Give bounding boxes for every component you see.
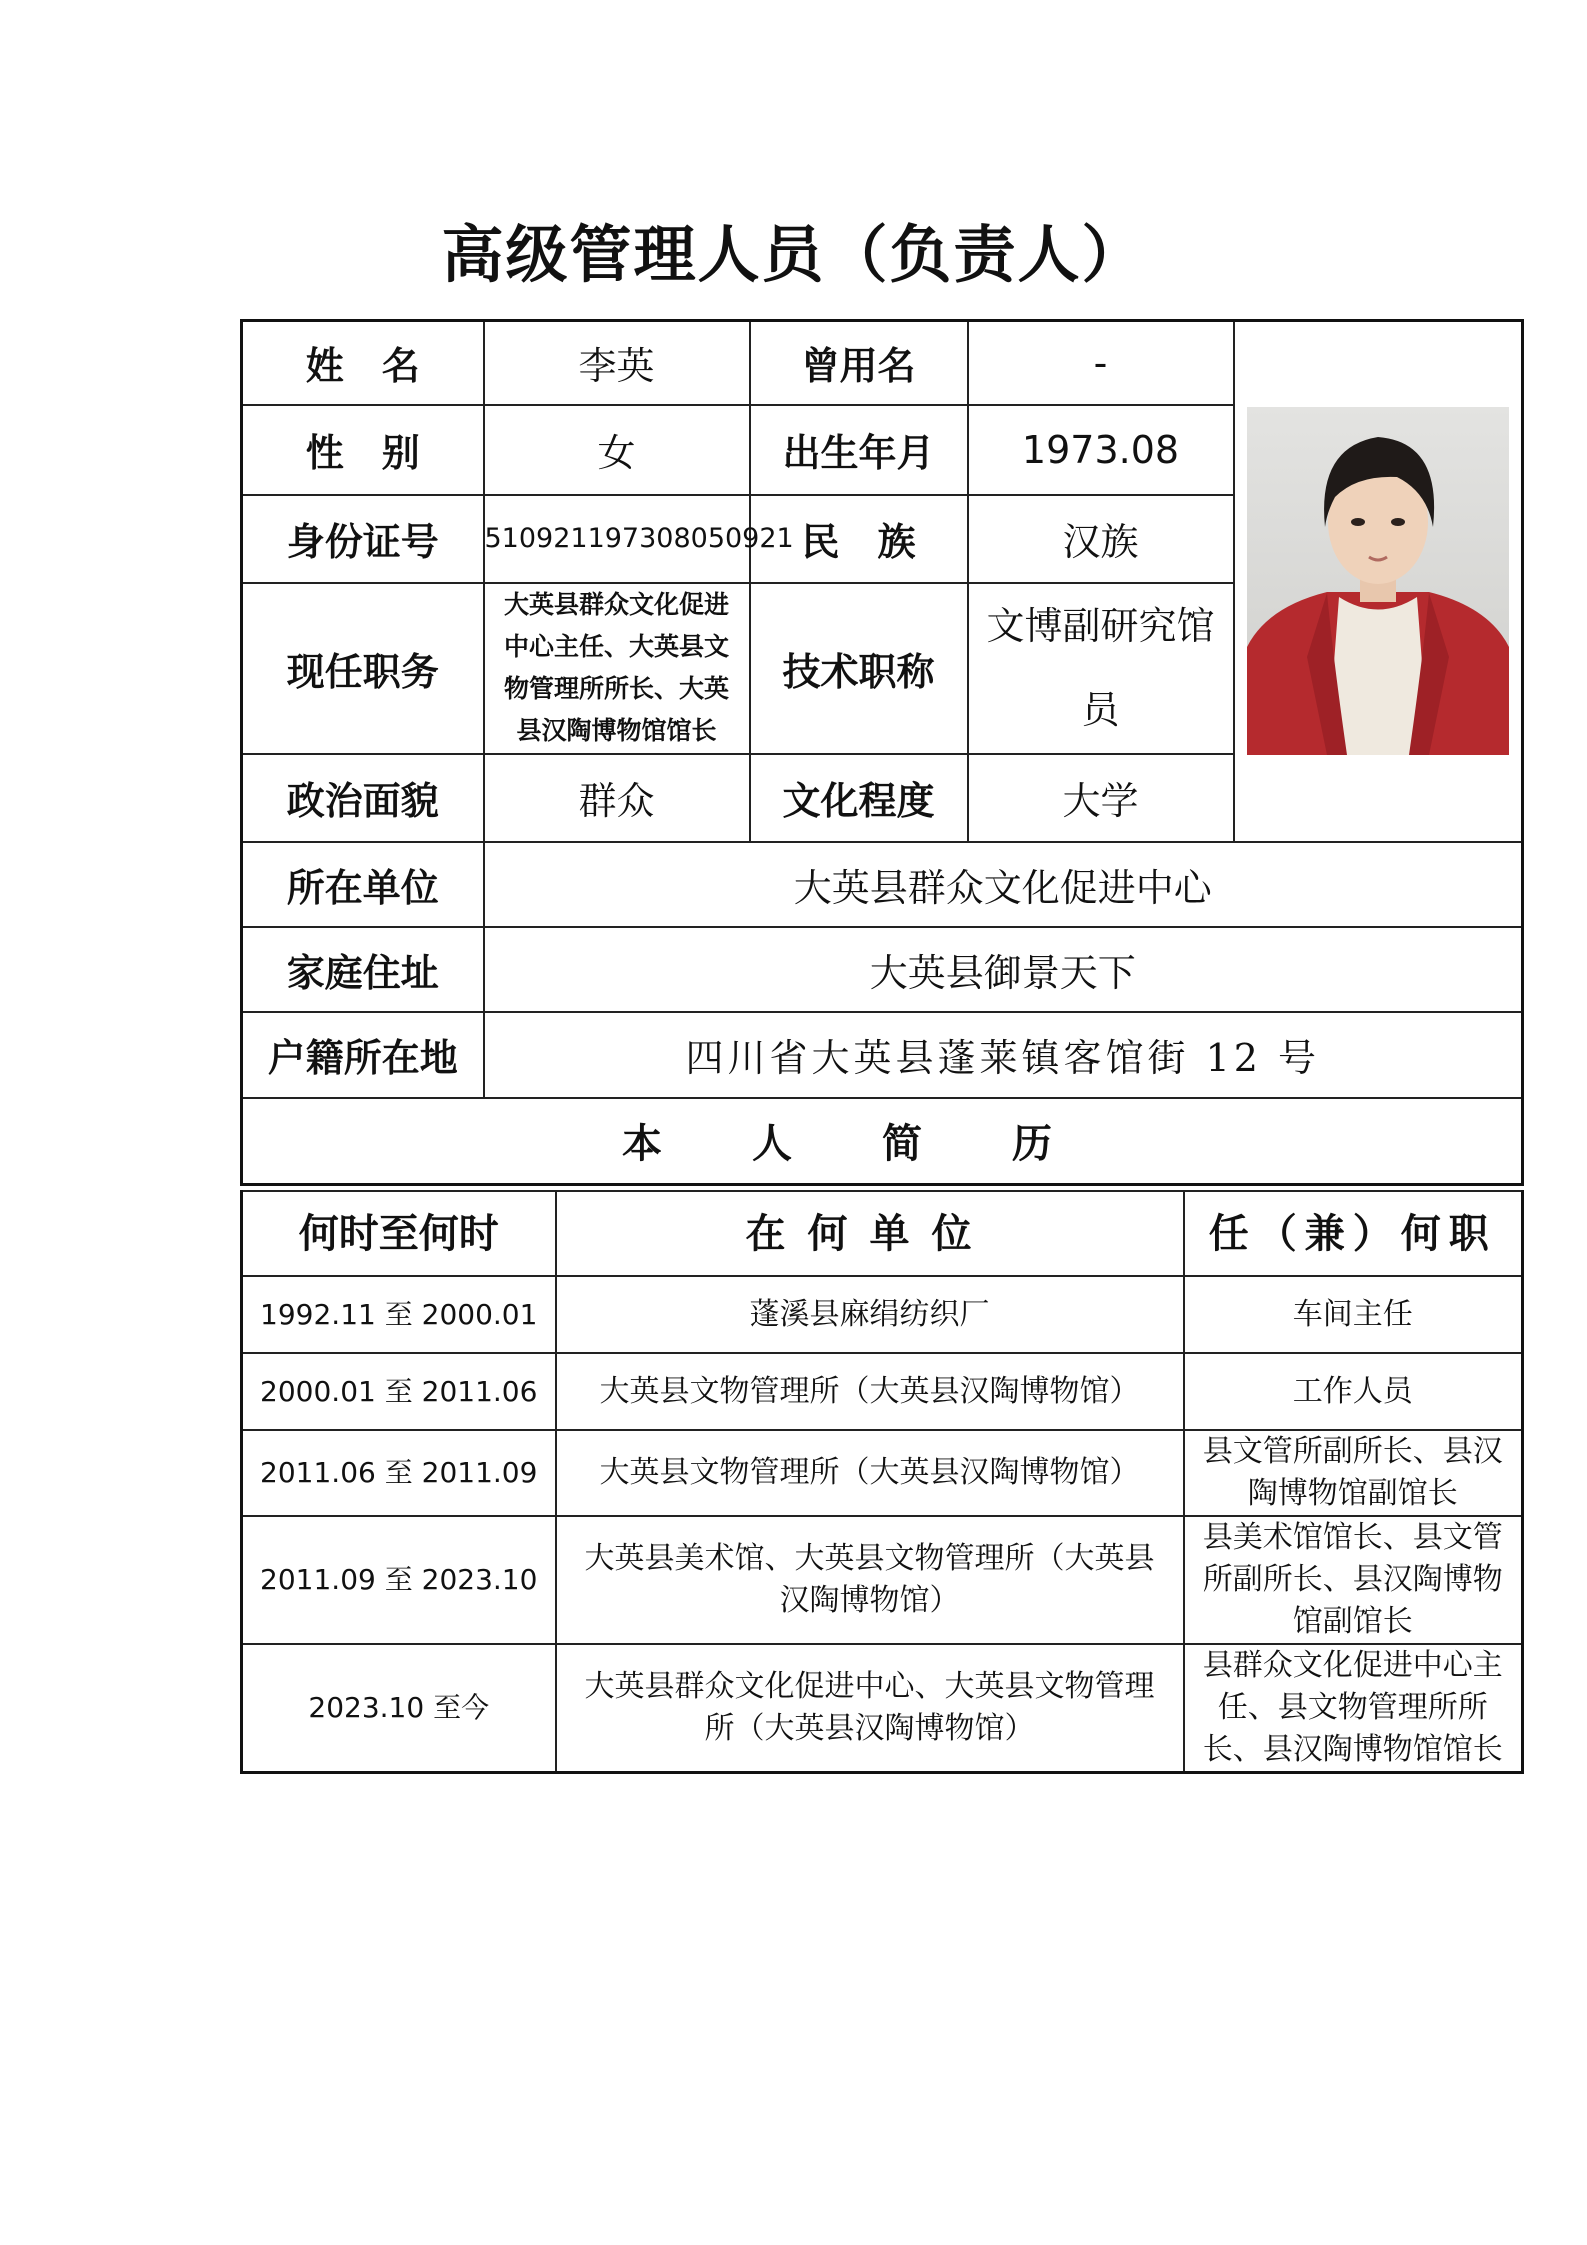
resume-col-unit: 在何单位 bbox=[556, 1191, 1184, 1276]
resume-role: 车间主任 bbox=[1184, 1276, 1523, 1353]
resume-period: 2000.01 至 2011.06 bbox=[242, 1353, 556, 1430]
label-position: 现任职务 bbox=[242, 583, 484, 754]
resume-period: 1992.11 至 2000.01 bbox=[242, 1276, 556, 1353]
photo-cell bbox=[1234, 321, 1523, 842]
resume-role: 县群众文化促进中心主任、县文物管理所所长、县汉陶博物馆馆长 bbox=[1184, 1644, 1523, 1773]
resume-period: 2023.10 至今 bbox=[242, 1644, 556, 1773]
value-gender: 女 bbox=[484, 405, 750, 495]
table-row bbox=[242, 1276, 1523, 1353]
label-ethnicity: 民 族 bbox=[750, 495, 968, 583]
resume-col-period: 何时至何时 bbox=[242, 1191, 556, 1276]
portrait-photo-icon bbox=[1247, 407, 1509, 755]
table-row bbox=[242, 1430, 1523, 1516]
resume-role: 县美术馆馆长、县文管所副所长、县汉陶博物馆副馆长 bbox=[1184, 1516, 1523, 1644]
value-name: 李英 bbox=[484, 321, 750, 405]
value-political: 群众 bbox=[484, 754, 750, 842]
label-unit: 所在单位 bbox=[242, 842, 484, 927]
resume-unit: 大英县美术馆、大英县文物管理所（大英县汉陶博物馆） bbox=[556, 1516, 1184, 1644]
resume-unit: 大英县文物管理所（大英县汉陶博物馆） bbox=[556, 1353, 1184, 1430]
label-education: 文化程度 bbox=[750, 754, 968, 842]
resume-period: 2011.06 至 2011.09 bbox=[242, 1430, 556, 1516]
value-id: 510921197308050921 bbox=[484, 495, 750, 583]
label-former-name: 曾用名 bbox=[750, 321, 968, 405]
page-title: 高级管理人员（负责人） bbox=[441, 218, 1146, 291]
label-hukou: 户籍所在地 bbox=[242, 1012, 484, 1098]
label-tech-title: 技术职称 bbox=[750, 583, 968, 754]
resume-period: 2011.09 至 2023.10 bbox=[242, 1516, 556, 1644]
table-row bbox=[242, 1644, 1523, 1773]
value-education: 大学 bbox=[968, 754, 1234, 842]
table-row bbox=[242, 1516, 1523, 1644]
value-address: 大英县御景天下 bbox=[484, 927, 1523, 1012]
value-unit: 大英县群众文化促进中心 bbox=[484, 842, 1523, 927]
label-name: 姓 名 bbox=[242, 321, 484, 405]
resume-unit: 大英县文物管理所（大英县汉陶博物馆） bbox=[556, 1430, 1184, 1516]
value-former-name: - bbox=[968, 321, 1234, 405]
label-political: 政治面貌 bbox=[242, 754, 484, 842]
value-position: 大英县群众文化促进中心主任、大英县文物管理所所长、大英县汉陶博物馆馆长 bbox=[484, 583, 750, 754]
resume-table bbox=[240, 1190, 1524, 1774]
value-hukou: 四川省大英县蓬莱镇客馆街 12 号 bbox=[484, 1012, 1523, 1098]
value-ethnicity: 汉族 bbox=[968, 495, 1234, 583]
label-address: 家庭住址 bbox=[242, 927, 484, 1012]
resume-role: 县文管所副所长、县汉陶博物馆副馆长 bbox=[1184, 1430, 1523, 1516]
resume-unit: 大英县群众文化促进中心、大英县文物管理所（大英县汉陶博物馆） bbox=[556, 1644, 1184, 1773]
table-row bbox=[242, 1353, 1523, 1430]
info-table bbox=[240, 319, 1524, 1186]
resume-heading: 本人简历 bbox=[242, 1098, 1523, 1185]
resume-unit: 蓬溪县麻绢纺织厂 bbox=[556, 1276, 1184, 1353]
label-birth: 出生年月 bbox=[750, 405, 968, 495]
label-id: 身份证号 bbox=[242, 495, 484, 583]
label-gender: 性 别 bbox=[242, 405, 484, 495]
value-tech-title: 文博副研究馆员 bbox=[968, 583, 1234, 754]
value-birth: 1973.08 bbox=[968, 405, 1234, 495]
resume-col-role: 任（兼）何职 bbox=[1184, 1191, 1523, 1276]
resume-role: 工作人员 bbox=[1184, 1353, 1523, 1430]
